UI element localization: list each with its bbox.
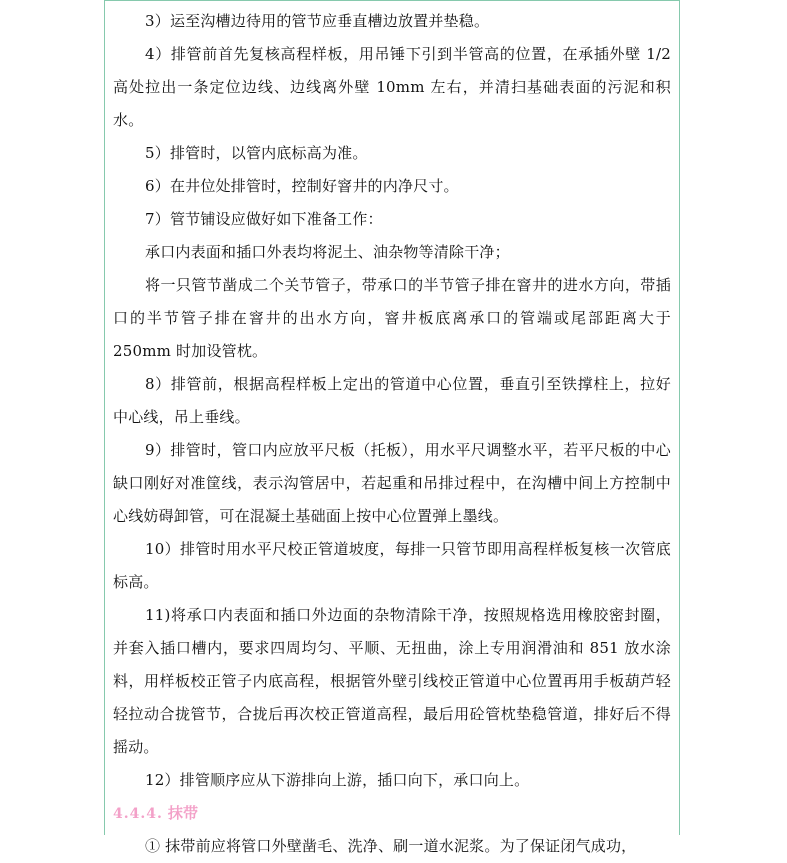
paragraph-step-4: 4）排管前首先复核高程样板，用吊锤下引到半管高的位置，在承插外壁 1/2 高处拉出一条定位边线、边线离外壁 10mm 左右，并清扫基础表面的污泥和积水。 [113,45,671,129]
paragraph-step-9: 9）排管时，管口内应放平尺板（托板），用水平尺调整水平，若平尺板的中心缺口刚好对准筐线，表示沟管居中，若起重和吊排过程中，在沟槽中间上方控制中心线妨碍卸管，可在混凝土基础面上按中心位置弹上墨线。 [113,441,671,525]
text-boundary-top [104,0,680,1]
paragraph-step-7-item-1: 承口内表面和插口外表均将泥土、油杂物等清除干净； [145,243,510,261]
section-heading [113,797,671,830]
text-boundary-left [104,0,105,835]
paragraph-step-12: 12）排管顺序应从下游排向上游，插口向下，承口向上。 [145,771,530,789]
paragraph-step-3: 3）运至沟槽边待用的管节应垂直槽边放置并垫稳。 [145,12,490,30]
paragraph-banding-1: ① 抹带前应将管口外壁凿毛、洗净、刷一道水泥浆。为了保证闭气成功， [145,837,637,855]
paragraph-step-7-item-2: 将一只管节凿成二个关节管子，带承口的半节管子排在窨井的进水方向，带插口的半节管子排在窨井的出水方向，窨井板底离承口的管端或尾部距离大于 250mm 时加设管枕。 [113,276,671,360]
document-body[interactable] [113,5,671,863]
paragraph-step-11: 11)将承口内表面和插口外边面的杂物清除干净，按照规格选用橡胶密封圈，并套入插口槽内，要求四周均匀、平顺、无扭曲，涂上专用润滑油和 851 放水涂料，用样板校正管子内底高程，根据管外壁引线校正管道中心位置再用手板葫芦轻轻拉动合拢管节，合拢后再次校正管道高程，最后用砼管枕垫稳管道，排好后不得摇动。 [113,606,671,756]
paragraph-step-5: 5）排管时，以管内底标高为准。 [145,144,368,162]
paragraph-step-6: 6）在井位处排管时，控制好窨井的内净尺寸。 [145,177,459,195]
text-boundary-right [679,0,680,835]
paragraph-step-7: 7）管节铺设应做好如下准备工作： [145,210,383,228]
section-heading-title: 抹带 [167,804,199,822]
paragraph-step-8: 8）排管前，根据高程样板上定出的管道中心位置，垂直引至铁撑柱上，拉好中心线，吊上垂线。 [113,375,671,426]
paragraph-step-10: 10）排管时用水平尺校正管道坡度，每排一只管节即用高程样板复核一次管底标高。 [113,540,671,591]
section-heading-number: 4.4.4. [113,806,163,822]
